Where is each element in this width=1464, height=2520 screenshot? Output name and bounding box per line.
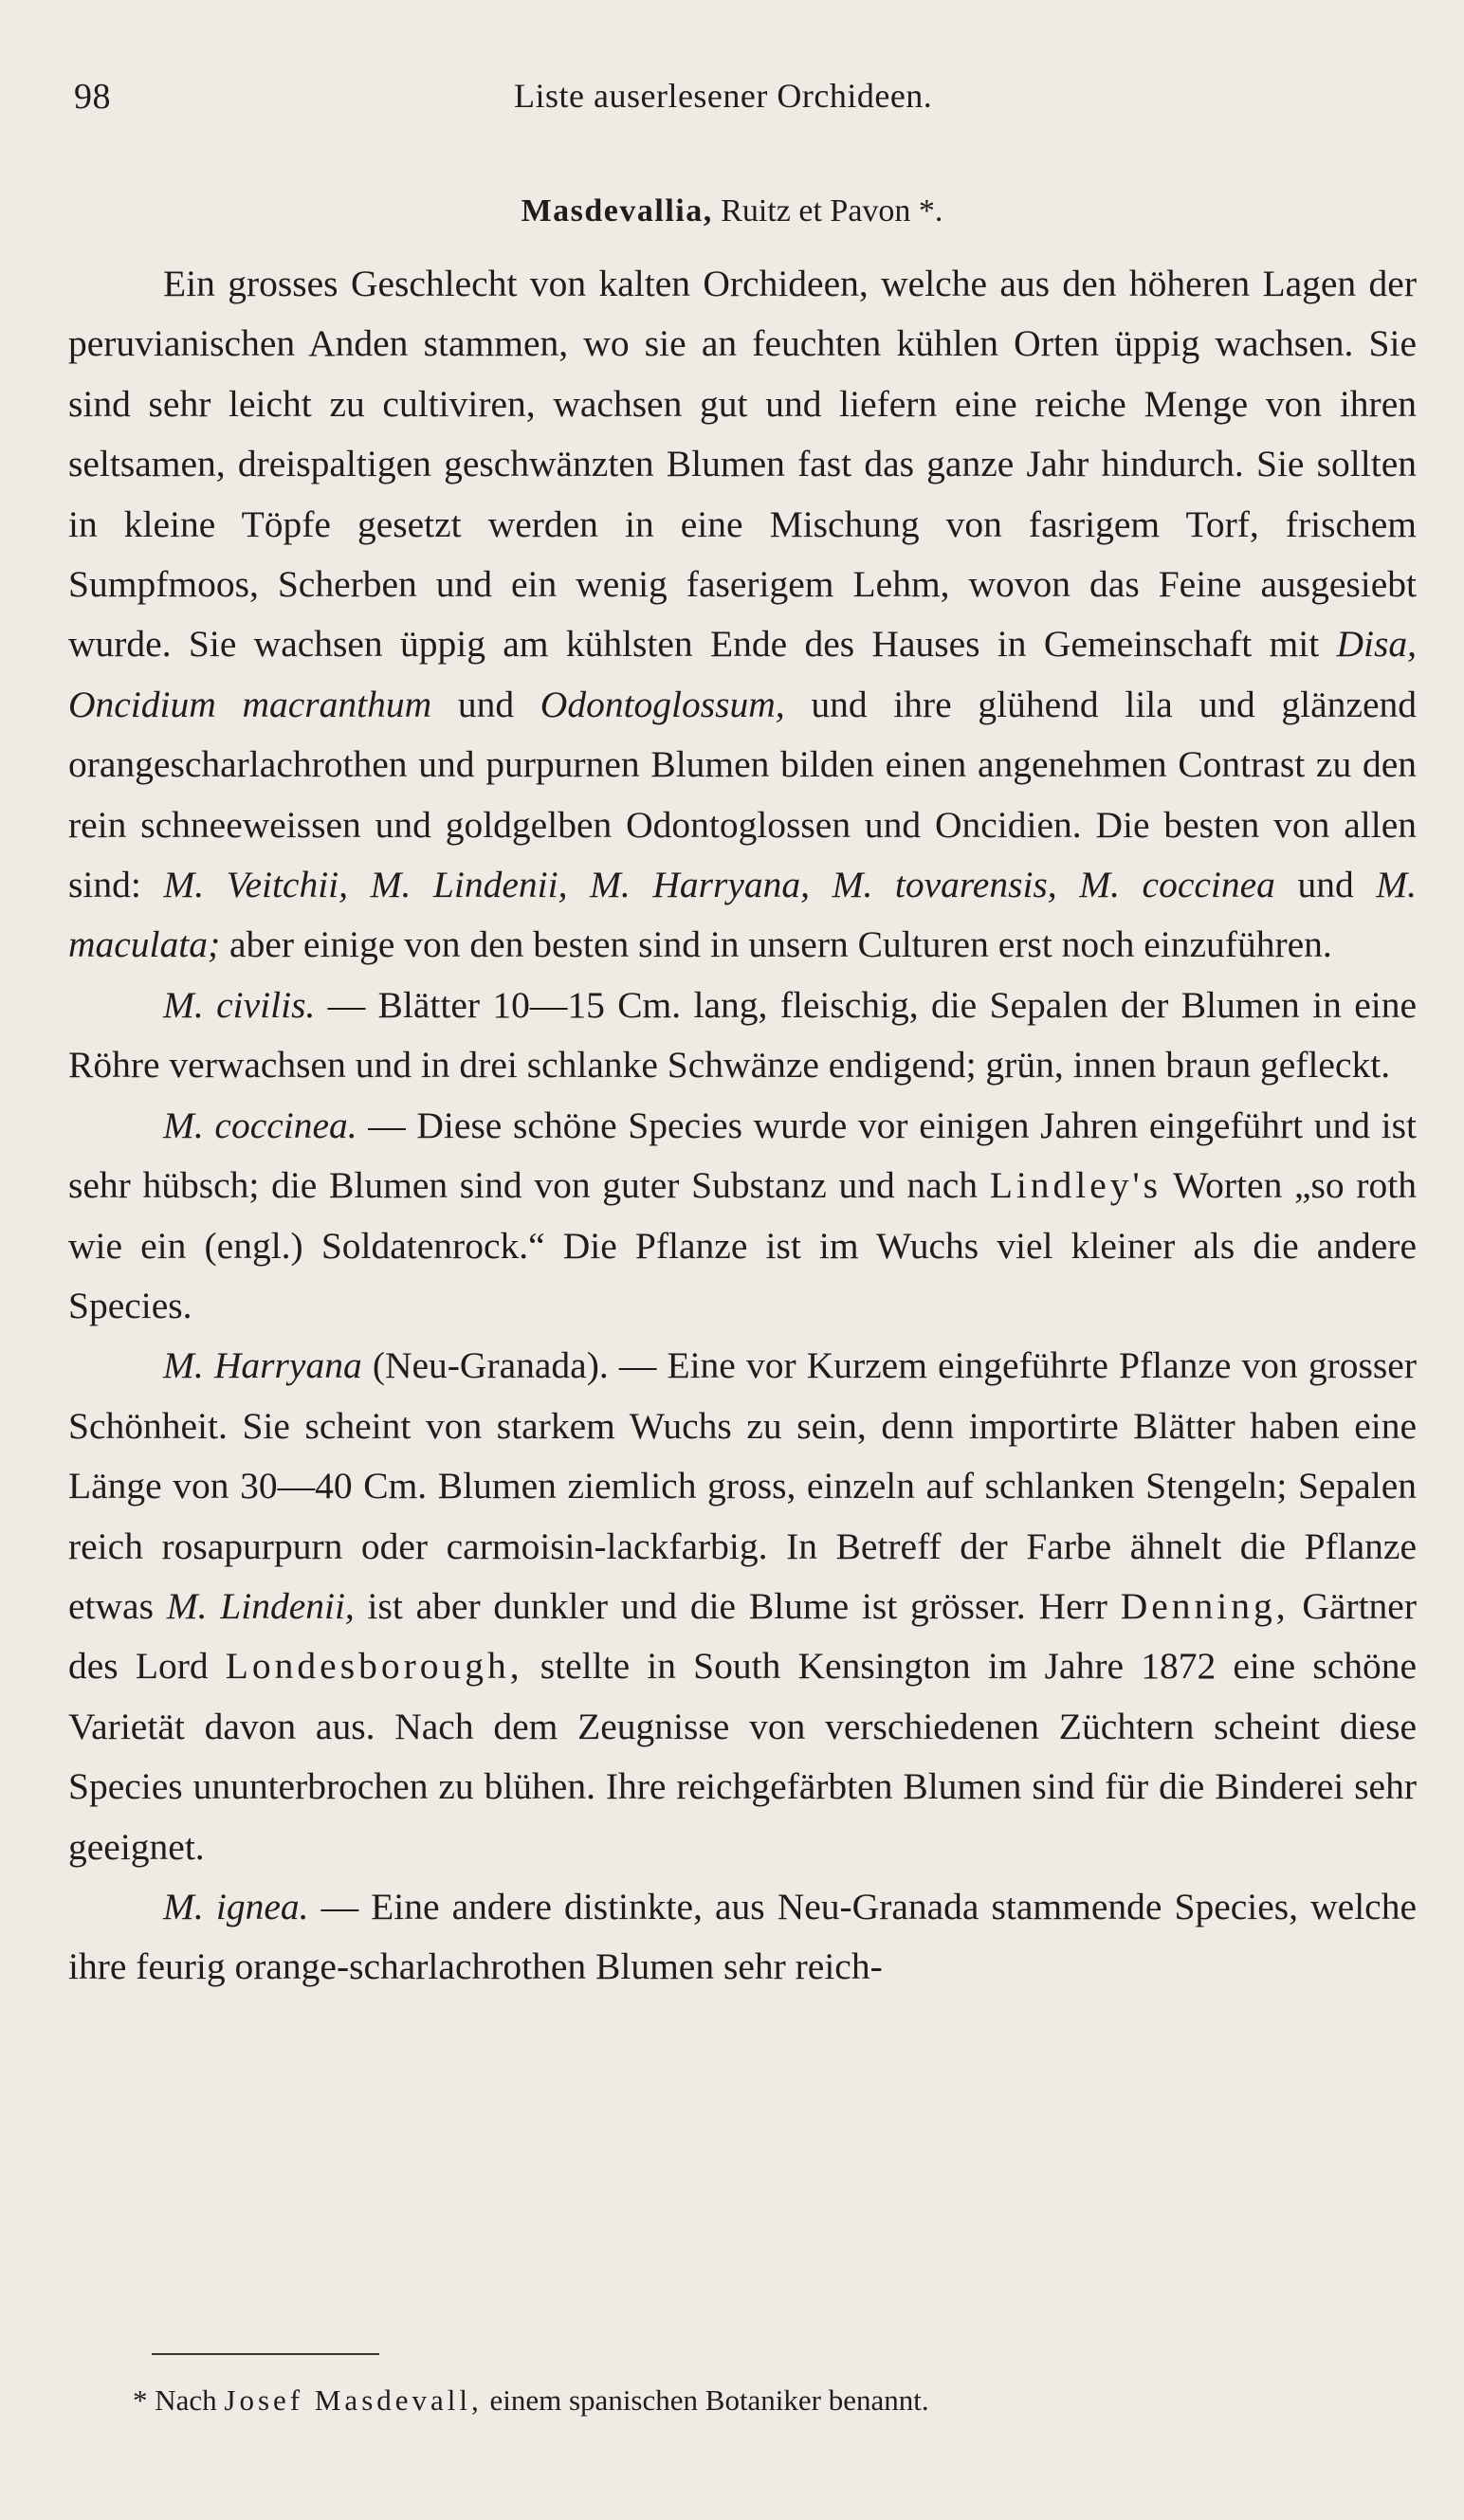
species-name: M. Veitchii, <box>163 864 349 906</box>
text-run: Ein grosses Geschlecht von kalten Orchideen, welche aus den höheren Lagen der peruvianischen Anden stammen, wo sie an feuchten kühlen Orten üppig wachsen. Sie sind sehr leicht zu cultiviren, wachsen gut und liefern eine reiche Menge von ihren seltsamen, dreispaltigen geschwänzten Blumen fast das ganze Jahr hindurch. Sie sollten in kleine Töpfe gesetzt werden in eine Mischung von fasrigem Torf, frischem Sumpfmoos, Scherben und ein wenig faserigem Lehm, wovon das Feine ausgesiebt wurde. Sie wachsen üppig am kühlsten Ende des Hauses in Gemeinschaft mit <box>68 263 1417 666</box>
page-header <box>68 76 1417 133</box>
text-run: (Neu-Granada). — Eine vor Kurzem eingeführte Pflanze von grosser Schönheit. Sie scheint von starkem Wuchs zu sein, denn importirte Blätter haben eine Länge von 30—40 Cm. Blumen ziemlich gross, einzeln auf schlanken Stengeln; Sepalen reich rosapurpurn oder carmoisin-lackfarbig. In Betreff der Farbe ähnelt die Pflanze etwas <box>68 1344 1417 1627</box>
text-run: stellte in South Kensington im Jahre 1872 eine schöne Varietät davon aus. Nach dem Zeugnisse von verschiedenen Züchtern scheint diese Species ununterbrochen zu blühen. Ihre reichgefärbten Blumen sind für die Binderei sehr geeignet. <box>68 1645 1418 1868</box>
species-entry-civilis <box>68 976 1417 1096</box>
text-run: ist aber dunkler und die Blume ist grösser. Herr <box>354 1584 1121 1627</box>
person-name: Denning, <box>1120 1584 1290 1627</box>
species-name: M. civilis. <box>163 983 316 1026</box>
footnote-text: einem spanischen Botaniker benannt. <box>482 2383 929 2417</box>
text-run: Worten „so roth wie ein (engl.) Soldatenrock.“ Die Pflanze ist im Wuchs viel kleiner als die andere Species. <box>68 1164 1418 1326</box>
footnote-marker: * Nach <box>133 2383 225 2417</box>
species-name: M. tovarensis, <box>832 864 1057 906</box>
species-name: M. Harryana <box>163 1344 362 1387</box>
text-run: und ihre glühend lila und glänzend orangescharlachrothen und purpurnen Blumen bilden einen angenehmen Contrast zu den rein schneeweissen und goldgelben Odontoglossen und Oncidien. Die besten von allen sind: <box>68 683 1417 906</box>
footnote <box>133 2382 1365 2420</box>
species-entry-harryana <box>68 1336 1417 1877</box>
text-run: — Diese schöne Species wurde vor einigen Jahren eingeführt und ist sehr hübsch; die Blumen sind von guter Substanz und nach <box>68 1104 1417 1207</box>
species-name: M. Lindenii, <box>166 1584 355 1627</box>
species-entry-ignea <box>68 1877 1417 1998</box>
species-name: M. Lindenii, <box>370 864 568 906</box>
species-name: Disa, <box>1336 623 1417 666</box>
footnote-divider <box>152 2353 379 2355</box>
text-run: — Eine andere distinkte, aus Neu-Granada stammende Species, welche ihre feurig orange-scharlachrothen Blumen sehr reich- <box>68 1885 1417 1988</box>
text-run: aber einige von den besten sind in unsern Culturen erst noch einzuführen. <box>220 923 1332 966</box>
page-number: 98 <box>74 77 111 117</box>
person-name: Josef Masdevall, <box>224 2383 483 2417</box>
species-entry-coccinea <box>68 1096 1417 1337</box>
genus-name: Masdevallia, <box>521 193 713 228</box>
species-name: M. coccinea. <box>163 1104 357 1146</box>
species-name: Odontoglossum, <box>540 683 785 725</box>
species-name: M. ignea. <box>163 1885 309 1927</box>
text-run: und <box>1274 864 1377 906</box>
body-text <box>68 254 1417 1998</box>
text-run: und <box>431 683 540 725</box>
person-name: Londesborough, <box>225 1645 523 1688</box>
section-heading <box>0 193 1464 229</box>
text-run: — Blätter 10—15 Cm. lang, fleischig, die Sepalen der Blumen in eine Röhre verwachsen und in drei schlanke Schwänze endigend; grün, innen braun gefleckt. <box>68 983 1417 1087</box>
genus-authority: Ruitz et Pavon *. <box>721 193 943 228</box>
text-run: Gärtner des Lord <box>68 1584 1417 1688</box>
running-title: Liste auserlesener Orchideen. <box>514 77 933 115</box>
species-name: Oncidium macranthum <box>68 683 432 725</box>
person-name: Lindley's <box>989 1164 1162 1207</box>
species-name: M. maculata; <box>68 864 1418 966</box>
intro-paragraph <box>68 254 1417 976</box>
species-name: M. coccinea <box>1079 864 1275 906</box>
species-name: M. Harryana, <box>590 864 811 906</box>
